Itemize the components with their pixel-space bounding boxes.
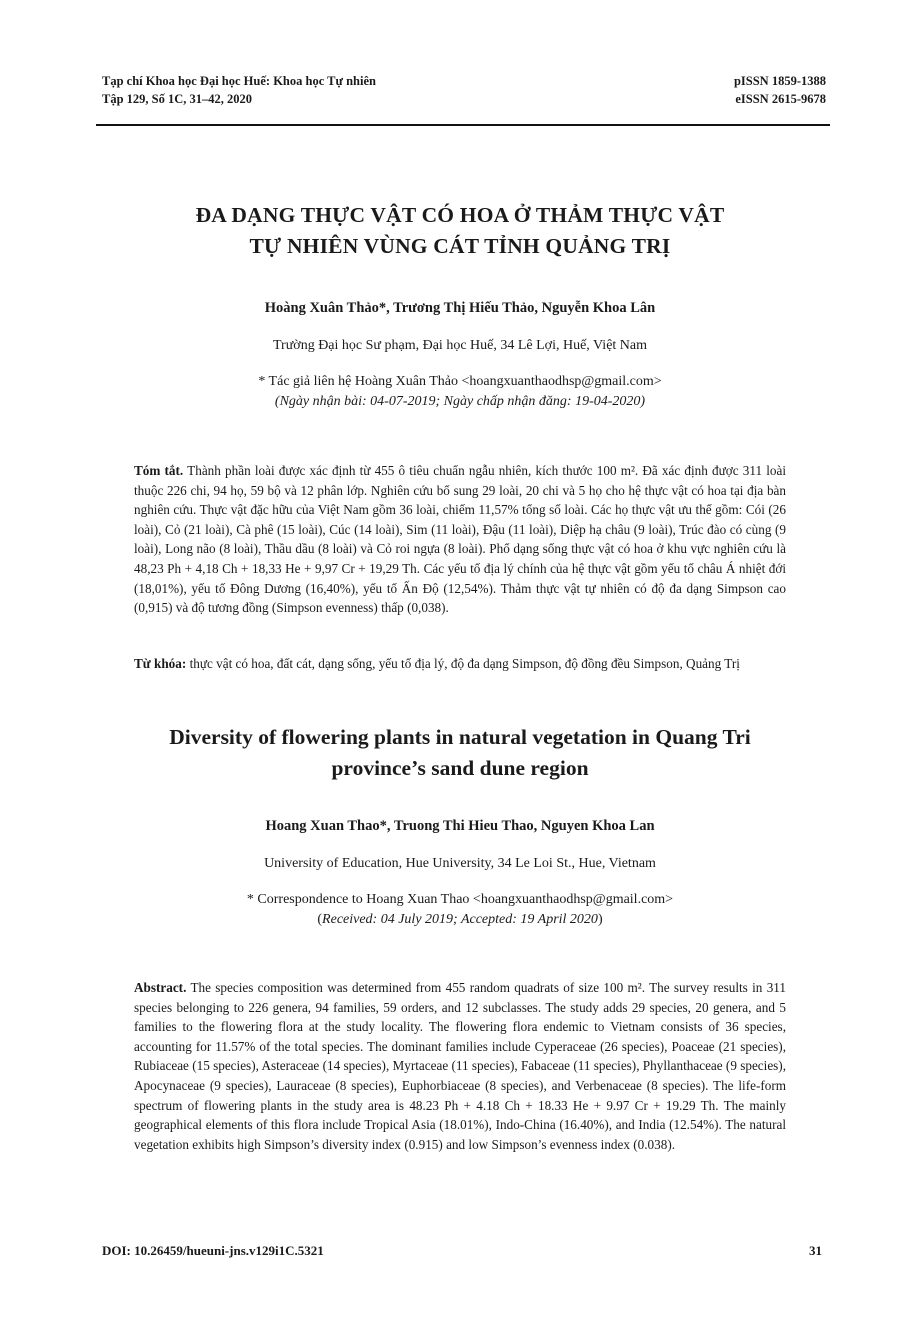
abstract-en bbox=[134, 978, 786, 1154]
journal-volume: Tập 129, Số 1C, 31–42, 2020 bbox=[102, 92, 253, 106]
doi-link[interactable]: DOI: 10.26459/hueuni-jns.v129i1C.5321 bbox=[102, 1243, 324, 1258]
abstract-vi-text: Thành phần loài được xác định từ 455 ô tiêu chuẩn ngẫu nhiên, kích thước 100 m². Đã xác định được 311 loài thuộc 226 chi, 94 họ, 59 bộ và 12 phân lớp. Nghiên cứu bổ sung 29 loài, 20 chi và 5 họ cho hệ thực vật có hoa tại địa bàn nghiên cứu. Thực vật đặc hữu của Việt Nam gồm 36 loài, chiếm 11,57% tổng số loài. Các họ thực vật ưu thế gồm: Cói (26 loài), Cỏ (21 loài), Cà phê (15 loài), Cúc (14 loài), Sim (11 loài), Đậu (11 loài), Diệp hạ châu (9 loài), Trúc đào có cùng (9 loài), Long não (8 loài), Thầu dầu (8 loài) và Cỏ roi ngựa (8 loài). Phổ dạng sống thực vật có hoa ở khu vực nghiên cứu là 48,23 Ph + 4,18 Ch + 18,33 He + 9,97 Cr + 19,29 Th. Các yếu tố địa lý chính của hệ thực vật gồm yếu tố châu Á nhiệt đới (18,01%), yếu tố Đông Dương (16,40%), yếu tố Ấn Độ (12,54%). Thảm thực vật tự nhiên có độ đa dạng Simpson cao (0,915) và độ tương đồng (Simpson evenness) thấp (0,038). bbox=[134, 463, 786, 616]
dates-en-text: Received: 04 July 2019; Accepted: 19 April 2020 bbox=[322, 912, 598, 927]
abstract-vi-label: Tóm tắt. bbox=[134, 463, 184, 478]
page-footer bbox=[102, 1243, 822, 1263]
keywords-vi-text: thực vật có hoa, đất cát, dạng sống, yếu tố địa lý, độ đa dạng Simpson, độ đồng đều Simpson, Quảng Trị bbox=[186, 656, 740, 671]
dates-en-open: ( bbox=[317, 912, 323, 927]
affiliation-vi: Trường Đại học Sư phạm, Đại học Huế, 34 Lê Lợi, Huế, Việt Nam bbox=[272, 338, 648, 353]
title-vi-line2: TỰ NHIÊN VÙNG CÁT TỈNH QUẢNG TRỊ bbox=[249, 234, 671, 258]
dates-en-close: ) bbox=[597, 912, 603, 927]
pissn: pISSN 1859-1388 bbox=[733, 74, 826, 88]
journal-info bbox=[102, 72, 376, 108]
title-english bbox=[100, 722, 820, 784]
keywords-vi-label: Từ khóa: bbox=[134, 656, 187, 671]
page-number: 31 bbox=[809, 1243, 822, 1258]
correspondence-vi: * Tác giả liên hệ Hoàng Xuân Thảo <hoangxuanthaodhsp@gmail.com> bbox=[258, 374, 662, 389]
title-en-line2: province’s sand dune region bbox=[331, 756, 589, 780]
correspondence-vi-block bbox=[100, 372, 820, 412]
authors-vi: Hoàng Xuân Thảo*, Trương Thị Hiếu Thảo, Nguyễn Khoa Lân bbox=[264, 300, 656, 316]
abstract-vi bbox=[134, 461, 786, 618]
abstract-en-text: The species composition was determined from 455 random quadrats of size 100 m². The survey results in 311 species belonging to 226 genera, 94 families, 59 orders, and 12 subclasses. The study adds 29 species, 20 genera, and 5 families to the flowering flora at the study locality. The flowering flora endemic to Vietnam consists of 36 species, accounting for 11.57% of the total species. The dominant families include Cyperaceae (26 species), Poaceae (21 species), Rubiaceae (15 species), Asteraceae (14 species), Myrtaceae (11 species), Fabaceae (11 species), Phyllanthaceae (9 species), Apocynaceae (9 species), Lauraceae (8 species), Euphorbiaceae (8 species), and Verbenaceae (8 species). The life-form spectrum of flowering plants in the study area is 48.23 Ph + 4.18 Ch + 18.33 He + 9.97 Cr + 19.29 Th. The mainly geographical elements of this flora include Tropical Asia (18.01%), Indo-China (16.40%), and India (12.54%). The natural vegetation exhibits high Simpson’s diversity index (0.915) and low Simpson’s evenness index (0.038). bbox=[134, 980, 786, 1152]
affiliation-en: University of Education, Hue University, 34 Le Loi St., Hue, Vietnam bbox=[264, 856, 656, 871]
header-divider bbox=[96, 124, 830, 126]
title-vietnamese bbox=[100, 200, 820, 262]
eissn: eISSN 2615-9678 bbox=[735, 92, 826, 106]
dates-en bbox=[100, 910, 820, 930]
abstract-en-label: Abstract. bbox=[134, 980, 187, 995]
title-vi-line1: ĐA DẠNG THỰC VẬT CÓ HOA Ở THẢM THỰC VẬT bbox=[195, 203, 725, 227]
dates-vi: (Ngày nhận bài: 04-07-2019; Ngày chấp nhận đăng: 19-04-2020) bbox=[274, 394, 646, 409]
authors-en: Hoang Xuan Thao*, Truong Thi Hieu Thao, Nguyen Khoa Lan bbox=[265, 818, 655, 834]
correspondence-en-block bbox=[100, 890, 820, 930]
journal-header bbox=[102, 72, 826, 118]
journal-name: Tạp chí Khoa học Đại học Huế: Khoa học Tự nhiên bbox=[102, 74, 376, 88]
issn-block bbox=[734, 72, 826, 108]
title-en-line1: Diversity of flowering plants in natural vegetation in Quang Tri bbox=[169, 725, 751, 749]
correspondence-en: * Correspondence to Hoang Xuan Thao <hoangxuanthaodhsp@gmail.com> bbox=[246, 892, 674, 907]
keywords-vi bbox=[134, 654, 786, 674]
